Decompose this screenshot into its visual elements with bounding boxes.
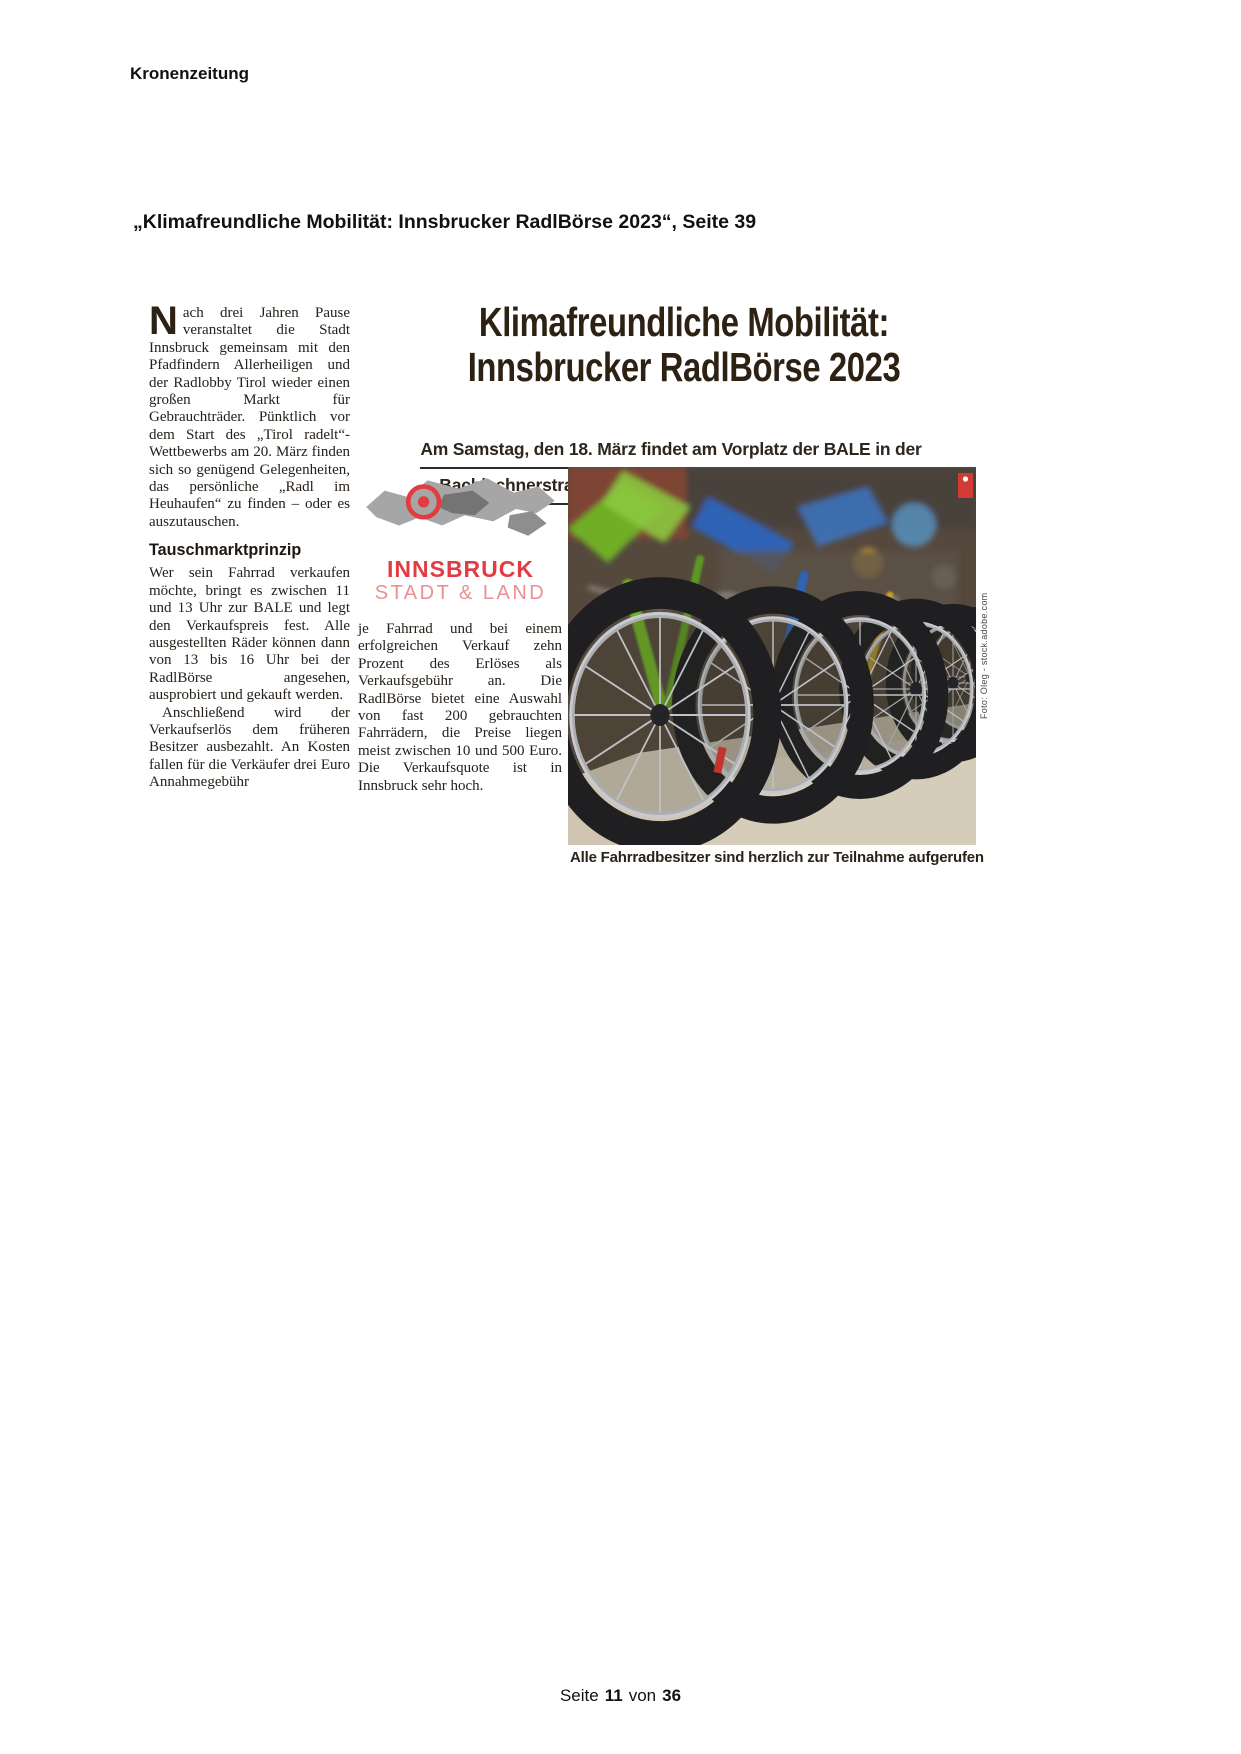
footer-current-page: 11 <box>604 1686 623 1705</box>
column-subhead: Tauschmarktprinzip <box>149 540 302 560</box>
photo-credit: Foto: Oleg - stock.adobe.com <box>979 592 989 720</box>
photo-caption: Alle Fahrradbesitzer sind herzlich zur Teilnahme aufgerufen <box>570 849 984 866</box>
page-title: „Klimafreundliche Mobilität: Innsbrucker RadlBörse 2023“, Seite 39 <box>133 211 757 233</box>
page-number-footer <box>0 1686 1241 1706</box>
article-column-middle <box>358 621 562 795</box>
brand-stadt-land-label: STADT & LAND <box>374 582 547 604</box>
footer-of-label: von <box>628 1686 657 1705</box>
article-paragraph <box>149 299 350 531</box>
footer-label: Seite <box>559 1686 599 1705</box>
article-column-left <box>149 299 350 792</box>
article-headline-line1: Klimafreundliche Mobilität: <box>478 299 890 345</box>
article-subhead-line2: Bachlechnerstraße <box>420 472 922 505</box>
price-tag <box>958 473 973 498</box>
tirol-map-graphic <box>358 466 563 554</box>
bicycles-photo-illustration <box>568 467 976 845</box>
tirol-map-icon <box>358 466 563 553</box>
article-photo <box>568 467 976 845</box>
article-paragraph: Wer sein Fahrrad verkaufen möchte, bringt es zwischen 11 und 13 Uhr zur BALE und legt den Verkaufspreis fest. Alle ausgestellten Räder können dann von 13 bis 16 Uhr bei der RadlBörse angesehen, ausprobiert und gekauft werden. <box>149 565 350 704</box>
paragraph-text: ach drei Jahren Pause veranstaltet die Stadt Innsbruck gemeinsam mit den Pfadfindern Allerheiligen und der Radlobby Tirol wieder einen großen Markt für Gebrauchträder. Pünktlich vor dem Start des „Tirol radelt“-Wettbewerbs am 20. März finden sich so genügend Gelegenheiten, das persönliche „Radl im Heuhaufen“ zu finden – oder es auszutauschen. <box>149 305 350 530</box>
article-paragraph: Anschließend wird der Verkaufserlös dem früheren Besitzer ausbezahlt. An Kosten fallen für die Verkäufer drei Euro Annahmegebühr <box>149 704 350 791</box>
brand-innsbruck-label: INNSBRUCK <box>387 556 534 582</box>
article-subhead-line1: Am Samstag, den 18. März findet am Vorplatz der BALE in der <box>420 436 922 469</box>
article-headline-line2: Innsbrucker RadlBörse 2023 <box>467 344 901 390</box>
article-headline <box>408 300 960 390</box>
source-label: Kronenzeitung <box>130 64 249 83</box>
article-paragraph: je Fahrrad und bei einem erfolgreichen Verkauf zehn Prozent des Erlöses als Verkaufsgebühr an. Die RadlBörse bietet eine Auswahl von fast 200 gebrauchten Fahrrädern, die Preise liegen meist zwischen 10 und 500 Euro. Die Verkaufsquote ist in Innsbruck sehr hoch. <box>358 621 562 794</box>
drop-cap: N <box>149 299 178 343</box>
footer-total-pages: 36 <box>662 1686 682 1705</box>
